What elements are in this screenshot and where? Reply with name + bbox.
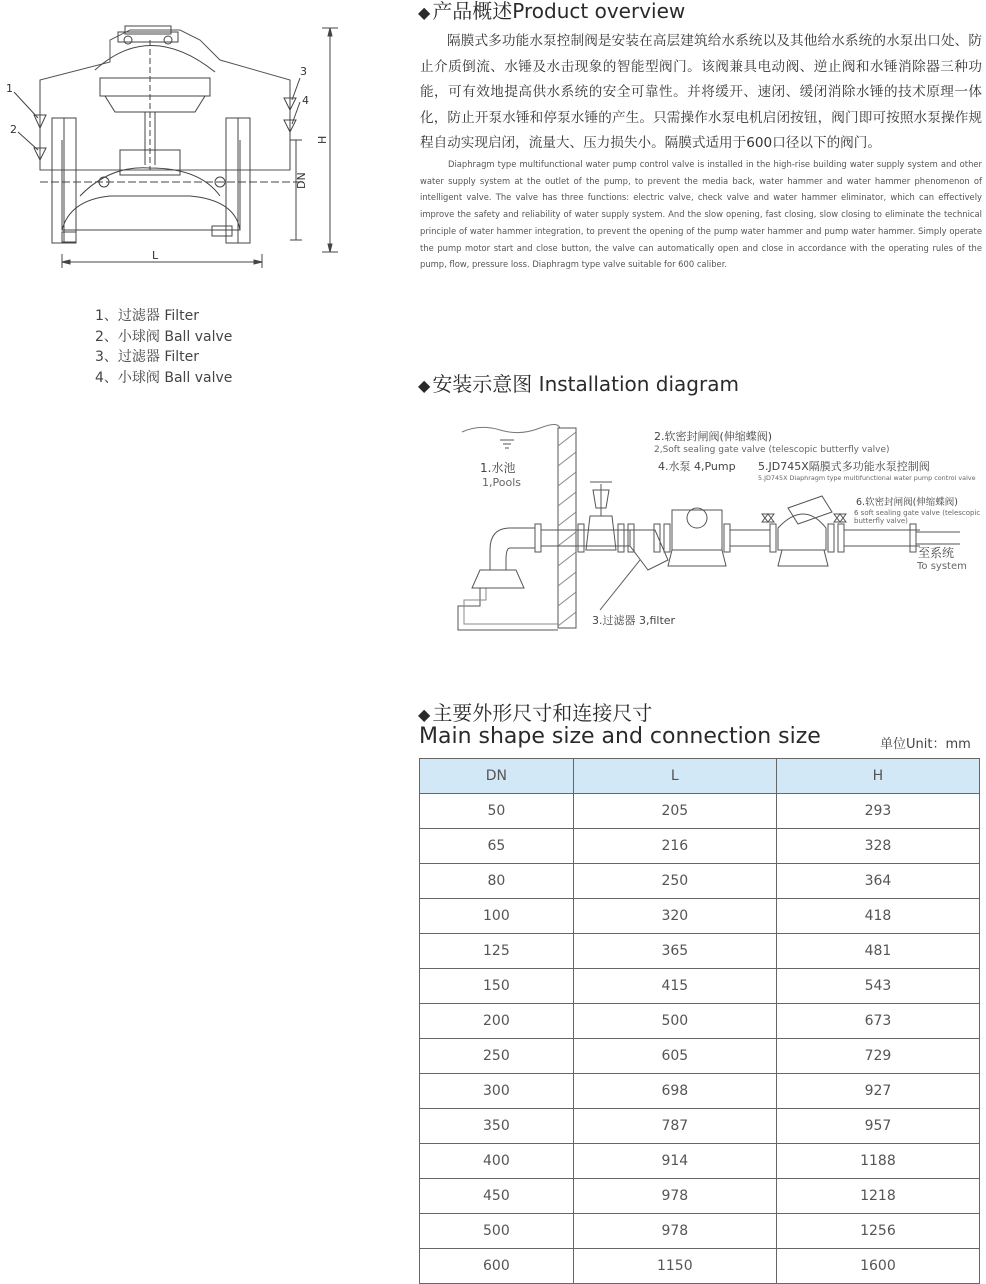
gate-valve-6-label-en-2: butterfly valve)	[854, 517, 908, 525]
cell-l: 605	[573, 1039, 776, 1074]
cell-h: 957	[776, 1109, 979, 1144]
to-system-label-cn: 至系统	[918, 546, 955, 560]
overview-text-en: Diaphragm type multifunctional water pump control valve is installed in the high-rise building water supply system and other water supply system at the outlet of the pump, to prevent the media back, water hammer and water hammer phenomenon of intelligent valve. The valve has three functions: electric valve, check valve and water hammer eliminator, which can effectively improve the safety and reliability of water supply system. And the slow opening, fast closing, slow closing to eliminate the technical principle of water hammer integration, to prevent the opening of the pump water hammer and pump water hammer. Simply operate the pump motor start and close button, the valve can automatically open and close in accordance with the operating rules of the pump, flow, pressure loss. Diaphragm type valve suitable for 600 caliber.	[420, 159, 982, 270]
dimension-dn-label: DN	[295, 172, 308, 189]
cell-h: 364	[776, 864, 979, 899]
table-row	[420, 934, 980, 969]
cell-l: 250	[573, 864, 776, 899]
cell-h: 543	[776, 969, 979, 1004]
cell-l: 914	[573, 1144, 776, 1179]
gate-valve-6-label-en-1: 6 soft sealing gate valve (telescopic	[854, 509, 981, 517]
valve-drawing	[0, 0, 345, 275]
header-l: L	[573, 759, 776, 794]
cell-l: 216	[573, 829, 776, 864]
cell-dn: 250	[420, 1039, 574, 1074]
cell-h: 481	[776, 934, 979, 969]
legend-item: 3、过滤器 Filter	[95, 349, 200, 366]
table-row	[420, 1004, 980, 1039]
cell-dn: 450	[420, 1179, 574, 1214]
control-valve-label-en: 5.JD745X Diaphragm type multifunctional water pump control valve	[758, 474, 976, 482]
installation-diagram	[440, 420, 986, 640]
cell-dn: 300	[420, 1074, 574, 1109]
callout-1: 1	[6, 82, 13, 95]
table-row	[420, 1109, 980, 1144]
legend-item: 1、过滤器 Filter	[95, 308, 200, 324]
cell-dn: 65	[420, 829, 574, 864]
callout-4: 4	[302, 94, 309, 107]
table-row	[420, 1144, 980, 1179]
table-row	[420, 794, 980, 829]
filter-label: 3.过滤器 3,filter	[592, 614, 676, 627]
cell-h: 328	[776, 829, 979, 864]
cell-h: 293	[776, 794, 979, 829]
cell-l: 978	[573, 1214, 776, 1249]
control-valve-label-cn: 5.JD745X隔膜式多功能水泵控制阀	[758, 460, 930, 473]
overview-title	[418, 0, 685, 25]
table-row	[420, 864, 980, 899]
cell-h: 1256	[776, 1214, 979, 1249]
cell-l: 1150	[573, 1249, 776, 1284]
cell-h: 418	[776, 899, 979, 934]
gate-valve-label-cn: 2.软密封闸阀(伸缩蝶阀)	[654, 430, 773, 443]
cell-l: 365	[573, 934, 776, 969]
cell-h: 673	[776, 1004, 979, 1039]
cell-l: 698	[573, 1074, 776, 1109]
cell-h: 1600	[776, 1249, 979, 1284]
legend-item: 4、小球阀 Ball valve	[95, 370, 233, 387]
cell-dn: 400	[420, 1144, 574, 1179]
table-body	[420, 794, 980, 1284]
diamond-bullet-icon: ◆	[418, 376, 431, 395]
cell-l: 978	[573, 1179, 776, 1214]
cell-dn: 350	[420, 1109, 574, 1144]
diamond-bullet-icon: ◆	[418, 3, 431, 22]
size-title-en: Main shape size and connection size	[419, 724, 821, 749]
dimension-h-label: H	[316, 135, 329, 144]
table-row	[420, 1249, 980, 1284]
table-row	[420, 1039, 980, 1074]
cell-dn: 200	[420, 1004, 574, 1039]
cell-dn: 125	[420, 934, 574, 969]
gate-valve-label-en: 2,Soft sealing gate valve (telescopic butterfly valve)	[654, 445, 890, 455]
cell-l: 415	[573, 969, 776, 1004]
size-table	[419, 758, 980, 1284]
unit-label: 单位Unit：mm	[880, 737, 971, 752]
callout-2: 2	[10, 123, 17, 136]
cell-l: 787	[573, 1109, 776, 1144]
installation-title	[418, 372, 739, 398]
table-row	[420, 1214, 980, 1249]
pump-label: 4.水泵 4,Pump	[658, 460, 736, 473]
cell-l: 500	[573, 1004, 776, 1039]
overview-title-text: 产品概述Product overview	[432, 0, 686, 23]
table-header-row	[420, 759, 980, 794]
dimension-l-label: L	[152, 249, 159, 262]
to-system-label-en: To system	[917, 561, 967, 572]
callout-3: 3	[300, 65, 307, 78]
cell-h: 729	[776, 1039, 979, 1074]
cell-h: 927	[776, 1074, 979, 1109]
installation-title-text: 安装示意图 Installation diagram	[432, 372, 739, 396]
cell-h: 1218	[776, 1179, 979, 1214]
cell-dn: 80	[420, 864, 574, 899]
header-dn: DN	[420, 759, 574, 794]
legend-item: 2、小球阀 Ball valve	[95, 328, 233, 345]
valve-cross-section-diagram	[0, 0, 345, 275]
pool-label-cn: 1.水池	[480, 461, 516, 475]
cell-dn: 100	[420, 899, 574, 934]
table-row	[420, 829, 980, 864]
table-row	[420, 1179, 980, 1214]
gate-valve-6-label-cn: 6.软密封闸阀(伸缩蝶阀)	[856, 497, 958, 508]
cell-l: 205	[573, 794, 776, 829]
cell-h: 1188	[776, 1144, 979, 1179]
pool-label-en: 1,Pools	[482, 476, 521, 489]
legend	[95, 306, 355, 389]
cell-dn: 500	[420, 1214, 574, 1249]
cell-dn: 150	[420, 969, 574, 1004]
diamond-bullet-icon: ◆	[418, 705, 431, 724]
overview-text-cn: 隔膜式多功能水泵控制阀是安装在高层建筑给水系统以及其他给水系统的水泵出口处、防止介质倒流、水锤及水击现象的智能型阀门。该阀兼具电动阀、逆止阀和水锤消除器三种功能，可有效地提高供水系统的安全可靠性。并将缓开、速闭、缓闭消除水锤的技术原理一体化，防止开泵水锤和停泵水锤的产生。只需操作水泵电机启闭按钮，阀门即可按照水泵操作规程自动实现启闭，流量大、压力损失小。隔膜式适用于600口径以下的阀门。	[420, 33, 982, 151]
cell-dn: 600	[420, 1249, 574, 1284]
size-title-text: 主要外形尺寸和连接尺寸	[432, 701, 653, 725]
table-row	[420, 1074, 980, 1109]
table-row	[420, 899, 980, 934]
table-row	[420, 969, 980, 1004]
cell-dn: 50	[420, 794, 574, 829]
header-h: H	[776, 759, 979, 794]
cell-l: 320	[573, 899, 776, 934]
installation-drawing	[440, 420, 986, 640]
